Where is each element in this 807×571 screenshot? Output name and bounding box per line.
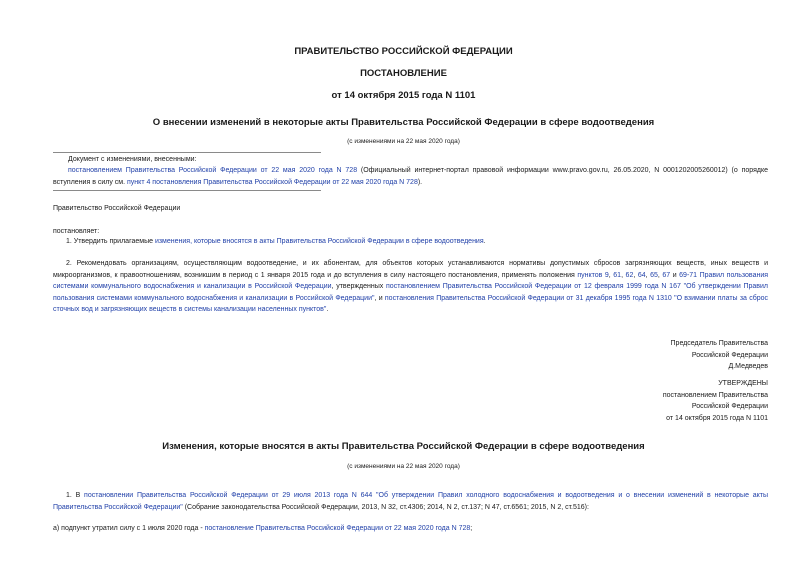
signature-line-1: Председатель Правительства bbox=[670, 340, 768, 347]
changes-box-text: постановлением Правительства Российской Федерации от 22 мая 2020 года N 728 (Официальный интернет-портал правовой информации www.pravo.gov.ru, 26.05.2020, N 0001202005260012) (о порядке вступления в силу см. пункт 4 постановления Правительства Российской Федерации от 22 мая 2020 года N 728). bbox=[53, 167, 768, 186]
section-item-a: а) подпункт утратил силу с 1 июля 2020 года - постановление Правительства Российской Федерации от 22 мая 2020 года N 728; bbox=[53, 525, 473, 532]
approved-changes-link[interactable]: изменения, которые вносятся в акты Правительства Российской Федерации в сфере водоотведения bbox=[154, 238, 484, 245]
link-resolution-167[interactable]: постановлением Правительства Российской Федерации от 12 февраля 1999 года N 167 "Об утверждении Правил пользования системами коммунального водоснабжения и канализации в Российской Федерации" bbox=[53, 283, 769, 302]
link-point-61[interactable]: 61 bbox=[613, 271, 622, 279]
document-date: от 14 октября 2015 года N 1101 bbox=[331, 90, 476, 101]
link-point-9[interactable]: пунктов 9 bbox=[577, 271, 609, 279]
signature-line-2: Российской Федерации bbox=[691, 351, 768, 359]
changes-top-rule bbox=[53, 152, 321, 153]
gov-line: Правительство Российской Федерации bbox=[53, 205, 181, 212]
approved-line-4: от 14 октября 2015 года N 1101 bbox=[666, 414, 768, 422]
signature-block bbox=[500, 338, 768, 373]
changes-link-728[interactable]: постановлением Правительства Российской Федерации от 22 мая 2020 года N 728 bbox=[68, 167, 358, 174]
government-heading: ПРАВИТЕЛЬСТВО РОССИЙСКОЙ ФЕДЕРАЦИИ bbox=[294, 46, 513, 57]
approved-line-1: УТВЕРЖДЕНЫ bbox=[718, 380, 768, 387]
link-resolution-728-item-a[interactable]: постановление Правительства Российской Федерации от 22 мая 2020 года N 728 bbox=[204, 525, 471, 532]
amended-note: (с изменениями на 22 мая 2020 года) bbox=[347, 138, 460, 145]
approved-line-2: постановлением Правительства bbox=[662, 391, 768, 399]
approved-block bbox=[500, 378, 768, 424]
resolves-line: постановляет: bbox=[53, 228, 100, 235]
link-resolution-1310[interactable]: постановления Правительства Российской Федерации от 31 декабря 1995 года N 1310 "О взимании платы за сброс сточных вод и загрязняющих веществ в системы канализации населенных пунктов" bbox=[53, 294, 768, 313]
changes-intro: Документ с изменениями, внесенными: bbox=[68, 156, 197, 163]
changes-link-p4-728[interactable]: пункт 4 постановления Правительства Российской Федерации от 22 мая 2020 года N 728 bbox=[127, 178, 418, 186]
link-resolution-644[interactable]: постановлении Правительства Российской Федерации от 29 июля 2013 года N 644 "Об утверждении Правил холодного водоснабжения и водоотведения и о внесении изменений в некоторые акты Правительства Российской Федерации" bbox=[53, 492, 768, 511]
section-amended-note: (с изменениями на 22 мая 2020 года) bbox=[347, 463, 460, 470]
changes-bottom-rule bbox=[53, 190, 321, 191]
paragraph-1: 1. Утвердить прилагаемые изменения, которые вносятся в акты Правительства Российской Федерации в сфере водоотведения. bbox=[66, 238, 486, 245]
link-point-67[interactable]: 67 bbox=[662, 271, 671, 279]
section-item-1: 1. В постановлении Правительства Российской Федерации от 29 июля 2013 года N 644 "Об утверждении Правил холодного водоснабжения и водоотведения и о внесении изменений в некоторые акты Правительства Российской Федерации" (Собрание законодательства Российской Федерации, 2013, N 32, ст.4306; 2014, N 2, ст.137; N 47, ст.6561; 2015, N 2, ст.516): bbox=[53, 492, 768, 511]
link-point-64[interactable]: 64 bbox=[637, 271, 646, 279]
link-point-65[interactable]: 65 bbox=[650, 271, 658, 279]
section-title: Изменения, которые вносятся в акты Правительства Российской Федерации в сфере водоотведения bbox=[162, 441, 645, 452]
link-rules-69-71[interactable]: 69-71 Правил пользования системами коммунального водоснабжения и канализации в Российской Федерации bbox=[53, 271, 769, 290]
document-type: ПОСТАНОВЛЕНИЕ bbox=[360, 68, 447, 79]
paragraph-2: 2. Рекомендовать организациям, осуществляющим водоотведение, и их абонентам, для объектов которых устанавливаются нормативы допустимых сбросов загрязняющих веществ, иных веществ и микроорганизмов, к правоотношениям, возникшим в период с 1 января 2015 года и до вступления в силу настоящего постановления, применять положения пунктов 9, 61, 62, 64, 65, 67 и 69-71 Правил пользования системами коммунального водоснабжения и канализации в Российской Федерации, утвержденных постановлением Правительства Российской Федерации от 12 февраля 1999 года N 167 "Об утверждении Правил пользования системами коммунального водоснабжения и канализации в Российской Федерации", и постановления Правительства Российской Федерации от 31 декабря 1995 года N 1310 "О взимании платы за сброс сточных вод и загрязняющих веществ в системы канализации населенных пунктов". bbox=[53, 260, 769, 313]
approved-line-3: Российской Федерации bbox=[691, 403, 768, 410]
document-title: О внесении изменений в некоторые акты Правительства Российской Федерации в сфере водоотведения bbox=[152, 117, 655, 128]
signature-line-3: Д.Медведев bbox=[728, 363, 768, 370]
link-point-62[interactable]: 62 bbox=[625, 271, 634, 279]
